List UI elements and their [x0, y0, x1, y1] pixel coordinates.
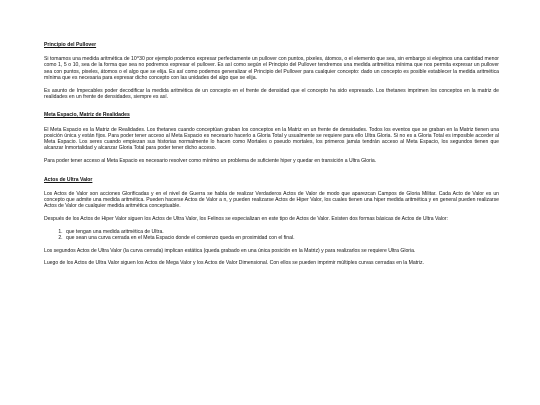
section-heading-ultra-valor: Actos de Ultra Valor	[44, 176, 93, 183]
list-item: 2. que sean una curva cerrada en el Meta Espacio donde el comienzo queda en proximidad con el final.	[64, 235, 499, 241]
paragraph: Es asunto de Impecables poder decodificar la medida aritmética de un concepto en el frente de densidad que el concepto ha sido expresado. Los thetanes imprimen los conceptos en la matriz de realidades en un frente de densidades, siempre es así.	[44, 87, 499, 100]
paragraph: Luego de los Actos de Ultra Valor siguen los Actos de Mega Valor y los Actos de Valor Dimensional. Con ellos se pueden imprimir múltiples curvas cerradas en la Matriz.	[44, 260, 424, 267]
list-item: 1. que tengan una medida aritmética de Ultra.	[64, 229, 499, 235]
section-heading-pullover: Principio del Pullover	[44, 42, 97, 48]
paragraph: Los segundos Actos de Ultra Valor (la curva cerrada) implican estática (queda grabado en una única posición en la Matriz) y para realizarlos se requiere Ultra Gloria.	[44, 247, 416, 254]
section-heading-meta-espacio: Meta Espacio, Matriz de Realidades	[44, 112, 130, 119]
paragraph: El Meta Espacio es la Matriz de Realidades. Los thetanes cuando conceptúan graban los conceptos en la Matriz en un frente de densidades. Todos los eventos que se graban en la Matriz tienen una posición única y están fijos. Para poder tener acceso al Meta Espacio es necesario hacerlo a Gloria Total y usualmente se requiere para ello Ultra Gloria. Si no es a Gloria Total es imposible acceder al Meta Espacio. Los seres cuando empiezan sus historias normalmente lo hacen como Mortales o pseudo mortales, los primeros jamás tendrán acceso al Meta Espacio, los segundos tienen que alcanzar Inmortalidad y alcanzar Gloria Total para poder tener dicho acceso.	[44, 126, 499, 152]
document-page	[44, 42, 499, 273]
paragraph: Si tomamos una medida aritmética de 10^30 por ejemplo podemos expresar perfectamente un pullover con puntos, pixeles, átomos, o el elemento que sea, sin embargo si elegimos una cantidad menor como 1, 5 o 10, sea de la forma que sea no podremos expresar el pullover. Es así como según el Principio del Pullover tendremos una medida aritmética mínima que nos permita expresar un pullover sea con puntos, pixeles, átomos o el algo que se elija. Es así como podemos generalizar el Principio del Pullover para cualquier concepto: dado un concepto es posible establecer la medida aritmética mínima que es necesaria para expresar dicho concepto con las unidades del algo que se elija.	[44, 56, 499, 81]
paragraph: Los Actos de Valor son acciones Glorificadas y en el nivel de Guerra se habla de realizar Verdaderos Actos de Valor de modo que aparezcan Campos de Gloria Militar. Cada Acto de Valor es un concepto que admite una medida aritmética. Pueden hacerse Actos de Valor a n, y pueden realizarse Actos de Hiper Valor, los cuales tienen una hiper medida aritmética y en general pueden realizarse Actos de Valor de cualquier medida aritmética conceptuable.	[44, 190, 499, 210]
numbered-list	[44, 229, 499, 241]
paragraph: Para poder tener acceso al Meta Espacio es necesario resolver como mínimo un problema de suficiente hiper y quedar en transición a Ultra Gloria.	[44, 157, 377, 164]
paragraph: Después de los Actos de Hiper Valor siguen los Actos de Ultra Valor, los Felinos se especializan en este tipo de Actos de Valor. Existen dos formas básicas de Actos de Ultra Valor:	[44, 215, 448, 222]
